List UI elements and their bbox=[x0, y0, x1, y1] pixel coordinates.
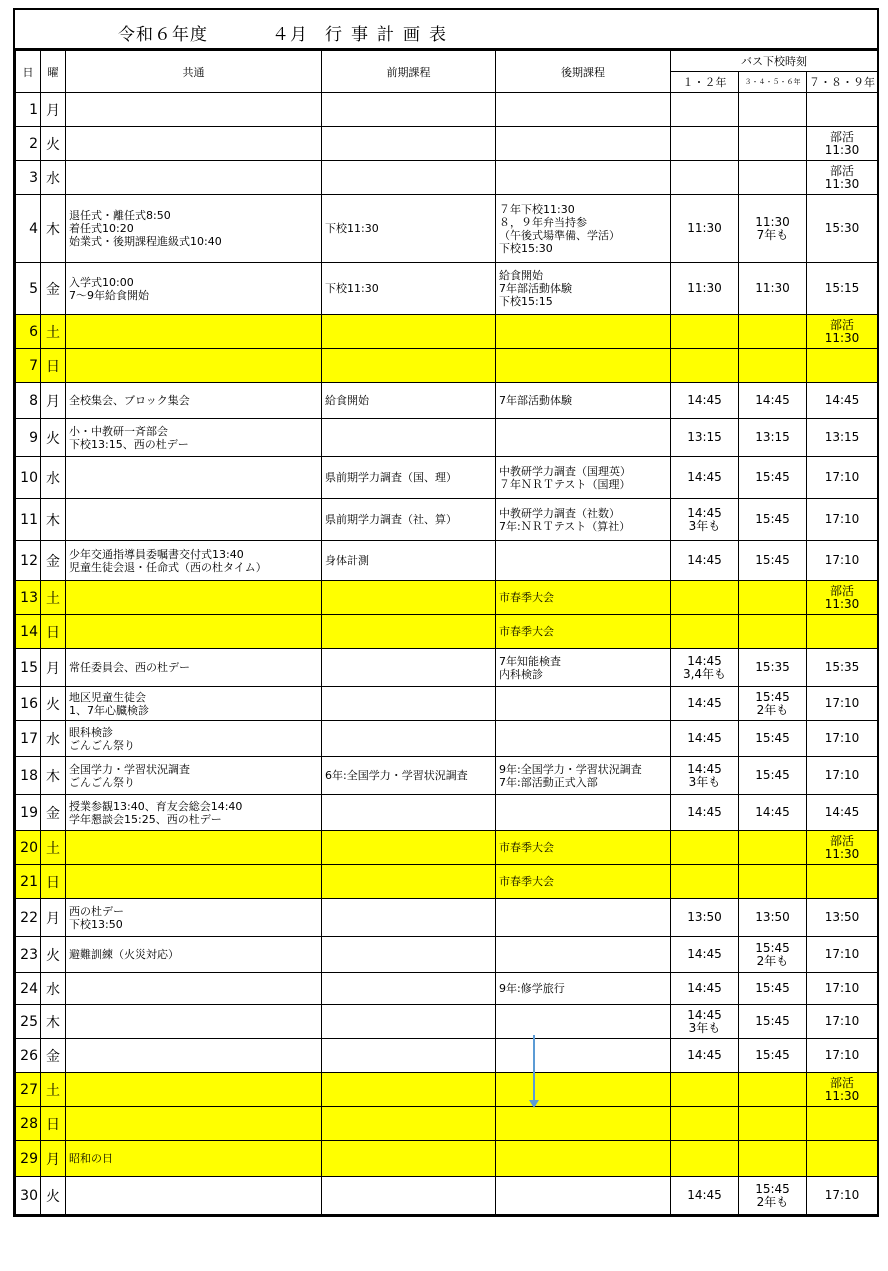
table-row bbox=[16, 1177, 878, 1215]
early-cell bbox=[322, 419, 496, 457]
early-cell bbox=[322, 93, 496, 127]
table-row bbox=[16, 1141, 878, 1177]
header-early: 前期課程 bbox=[322, 51, 496, 93]
bus-3456-cell: 15:35 bbox=[739, 649, 807, 687]
bus-789-cell: 17:10 bbox=[807, 499, 878, 541]
table-row bbox=[16, 687, 878, 721]
weekday-cell: 土 bbox=[41, 831, 66, 865]
common-cell: 全国学力・学習状況調査 ごんごん祭り bbox=[66, 757, 322, 795]
bus-789-cell: 17:10 bbox=[807, 1177, 878, 1215]
early-cell bbox=[322, 615, 496, 649]
bus-789-cell: 17:10 bbox=[807, 973, 878, 1005]
table-row bbox=[16, 315, 878, 349]
table-row bbox=[16, 93, 878, 127]
arrow-head-icon bbox=[529, 1100, 539, 1108]
late-cell: 7年部活動体験 bbox=[496, 383, 671, 419]
late-cell bbox=[496, 127, 671, 161]
bus-3456-cell bbox=[739, 161, 807, 195]
common-cell bbox=[66, 615, 322, 649]
late-cell bbox=[496, 93, 671, 127]
bus-789-cell: 17:10 bbox=[807, 757, 878, 795]
early-cell bbox=[322, 649, 496, 687]
table-row bbox=[16, 795, 878, 831]
late-cell: 中教研学力調査（社数） 7年:ＮＲＴテスト（算社） bbox=[496, 499, 671, 541]
bus-12-cell bbox=[671, 865, 739, 899]
weekday-cell: 火 bbox=[41, 1177, 66, 1215]
bus-3456-cell: 13:15 bbox=[739, 419, 807, 457]
common-cell: 昭和の日 bbox=[66, 1141, 322, 1177]
bus-789-cell: 13:15 bbox=[807, 419, 878, 457]
bus-3456-cell: 15:45 bbox=[739, 721, 807, 757]
late-cell bbox=[496, 1107, 671, 1141]
late-cell bbox=[496, 541, 671, 581]
bus-789-cell: 17:10 bbox=[807, 1005, 878, 1039]
day-cell: 13 bbox=[16, 581, 41, 615]
bus-3456-cell bbox=[739, 865, 807, 899]
late-cell bbox=[496, 795, 671, 831]
bus-12-cell bbox=[671, 581, 739, 615]
late-cell bbox=[496, 161, 671, 195]
bus-12-cell bbox=[671, 615, 739, 649]
early-cell bbox=[322, 1039, 496, 1073]
common-cell bbox=[66, 1039, 322, 1073]
late-cell bbox=[496, 721, 671, 757]
bus-3456-cell: 15:45 2年も bbox=[739, 1177, 807, 1215]
table-row bbox=[16, 831, 878, 865]
common-cell: 退任式・離任式8:50 着任式10:20 始業式・後期課程進級式10:40 bbox=[66, 195, 322, 263]
weekday-cell: 木 bbox=[41, 195, 66, 263]
day-cell: 26 bbox=[16, 1039, 41, 1073]
table-row bbox=[16, 541, 878, 581]
header-late: 後期課程 bbox=[496, 51, 671, 93]
table-row bbox=[16, 1039, 878, 1073]
bus-12-cell bbox=[671, 93, 739, 127]
early-cell: 身体計測 bbox=[322, 541, 496, 581]
late-cell: 市春季大会 bbox=[496, 831, 671, 865]
day-cell: 18 bbox=[16, 757, 41, 795]
common-cell bbox=[66, 93, 322, 127]
early-cell bbox=[322, 161, 496, 195]
header-weekday: 曜 bbox=[41, 51, 66, 93]
common-cell: 小・中教研一斉部会 下校13:15、西の杜デー bbox=[66, 419, 322, 457]
early-cell bbox=[322, 831, 496, 865]
bus-789-cell: 部活 11:30 bbox=[807, 161, 878, 195]
table-row bbox=[16, 973, 878, 1005]
day-cell: 28 bbox=[16, 1107, 41, 1141]
table-row bbox=[16, 1073, 878, 1107]
bus-3456-cell: 15:45 bbox=[739, 457, 807, 499]
weekday-cell: 火 bbox=[41, 937, 66, 973]
early-cell: 6年:全国学力・学習状況調査 bbox=[322, 757, 496, 795]
early-cell bbox=[322, 1073, 496, 1107]
bus-12-cell: 14:45 3年も bbox=[671, 1005, 739, 1039]
arrow-down-icon bbox=[533, 1035, 535, 1105]
common-cell bbox=[66, 457, 322, 499]
table-row bbox=[16, 263, 878, 315]
weekday-cell: 月 bbox=[41, 93, 66, 127]
early-cell bbox=[322, 1005, 496, 1039]
late-cell bbox=[496, 899, 671, 937]
bus-3456-cell: 15:45 bbox=[739, 499, 807, 541]
table-row bbox=[16, 349, 878, 383]
early-cell bbox=[322, 349, 496, 383]
weekday-cell: 金 bbox=[41, 263, 66, 315]
bus-789-cell: 17:10 bbox=[807, 721, 878, 757]
bus-789-cell: 部活 11:30 bbox=[807, 127, 878, 161]
bus-3456-cell: 15:45 bbox=[739, 757, 807, 795]
day-cell: 17 bbox=[16, 721, 41, 757]
header-bus-3456: ３・４・５・６年 bbox=[739, 72, 807, 93]
early-cell bbox=[322, 973, 496, 1005]
table-row bbox=[16, 937, 878, 973]
bus-3456-cell: 15:45 2年も bbox=[739, 687, 807, 721]
bus-12-cell: 14:45 bbox=[671, 1039, 739, 1073]
bus-3456-cell bbox=[739, 315, 807, 349]
day-cell: 24 bbox=[16, 973, 41, 1005]
weekday-cell: 水 bbox=[41, 721, 66, 757]
bus-789-cell: 17:10 bbox=[807, 457, 878, 499]
weekday-cell: 月 bbox=[41, 383, 66, 419]
bus-789-cell: 部活 11:30 bbox=[807, 1073, 878, 1107]
schedule-sheet bbox=[13, 8, 879, 1217]
early-cell: 下校11:30 bbox=[322, 263, 496, 315]
header-bus-12: １・２年 bbox=[671, 72, 739, 93]
bus-12-cell: 13:50 bbox=[671, 899, 739, 937]
header-common: 共通 bbox=[66, 51, 322, 93]
bus-12-cell: 11:30 bbox=[671, 263, 739, 315]
day-cell: 1 bbox=[16, 93, 41, 127]
early-cell bbox=[322, 937, 496, 973]
weekday-cell: 土 bbox=[41, 1073, 66, 1107]
header-bus: バス下校時刻 bbox=[671, 51, 878, 72]
early-cell bbox=[322, 795, 496, 831]
late-cell: 中教研学力調査（国理英） ７年ＮＲＴテスト（国理） bbox=[496, 457, 671, 499]
weekday-cell: 木 bbox=[41, 757, 66, 795]
table-row bbox=[16, 757, 878, 795]
bus-12-cell: 14:45 bbox=[671, 973, 739, 1005]
bus-3456-cell bbox=[739, 349, 807, 383]
weekday-cell: 金 bbox=[41, 541, 66, 581]
day-cell: 30 bbox=[16, 1177, 41, 1215]
bus-789-cell bbox=[807, 1141, 878, 1177]
bus-789-cell bbox=[807, 615, 878, 649]
weekday-cell: 土 bbox=[41, 315, 66, 349]
bus-789-cell: 17:10 bbox=[807, 541, 878, 581]
day-cell: 7 bbox=[16, 349, 41, 383]
bus-12-cell bbox=[671, 315, 739, 349]
late-cell bbox=[496, 1005, 671, 1039]
bus-3456-cell bbox=[739, 1073, 807, 1107]
weekday-cell: 火 bbox=[41, 687, 66, 721]
bus-3456-cell bbox=[739, 615, 807, 649]
late-cell bbox=[496, 1039, 671, 1073]
day-cell: 23 bbox=[16, 937, 41, 973]
bus-789-cell bbox=[807, 865, 878, 899]
bus-789-cell: 17:10 bbox=[807, 937, 878, 973]
weekday-cell: 水 bbox=[41, 973, 66, 1005]
common-cell bbox=[66, 161, 322, 195]
common-cell bbox=[66, 1107, 322, 1141]
bus-3456-cell bbox=[739, 831, 807, 865]
table-row bbox=[16, 899, 878, 937]
title-bar bbox=[15, 10, 877, 50]
bus-3456-cell: 15:45 bbox=[739, 1005, 807, 1039]
bus-12-cell bbox=[671, 1141, 739, 1177]
bus-12-cell bbox=[671, 349, 739, 383]
weekday-cell: 木 bbox=[41, 1005, 66, 1039]
bus-3456-cell: 14:45 bbox=[739, 795, 807, 831]
day-cell: 16 bbox=[16, 687, 41, 721]
bus-12-cell: 14:45 3年も bbox=[671, 499, 739, 541]
table-row bbox=[16, 615, 878, 649]
bus-789-cell: 13:50 bbox=[807, 899, 878, 937]
weekday-cell: 日 bbox=[41, 615, 66, 649]
day-cell: 5 bbox=[16, 263, 41, 315]
common-cell bbox=[66, 315, 322, 349]
late-cell: 市春季大会 bbox=[496, 615, 671, 649]
bus-12-cell: 14:45 bbox=[671, 937, 739, 973]
bus-789-cell bbox=[807, 349, 878, 383]
weekday-cell: 金 bbox=[41, 795, 66, 831]
bus-12-cell: 14:45 bbox=[671, 383, 739, 419]
weekday-cell: 月 bbox=[41, 649, 66, 687]
common-cell bbox=[66, 831, 322, 865]
table-row bbox=[16, 419, 878, 457]
bus-12-cell: 11:30 bbox=[671, 195, 739, 263]
common-cell bbox=[66, 1073, 322, 1107]
day-cell: 2 bbox=[16, 127, 41, 161]
late-cell: 給食開始 7年部活動体験 下校15:15 bbox=[496, 263, 671, 315]
day-cell: 12 bbox=[16, 541, 41, 581]
early-cell bbox=[322, 1107, 496, 1141]
late-cell: 7年知能検査 内科検診 bbox=[496, 649, 671, 687]
title-month: ４月 bbox=[272, 25, 308, 45]
table-row bbox=[16, 161, 878, 195]
bus-12-cell bbox=[671, 831, 739, 865]
bus-12-cell: 14:45 bbox=[671, 687, 739, 721]
early-cell bbox=[322, 315, 496, 349]
common-cell bbox=[66, 499, 322, 541]
weekday-cell: 水 bbox=[41, 457, 66, 499]
bus-12-cell: 13:15 bbox=[671, 419, 739, 457]
title-name: 行事計画表 bbox=[325, 25, 455, 45]
bus-3456-cell: 15:45 bbox=[739, 541, 807, 581]
weekday-cell: 木 bbox=[41, 499, 66, 541]
table-row bbox=[16, 865, 878, 899]
bus-789-cell: 部活 11:30 bbox=[807, 315, 878, 349]
day-cell: 4 bbox=[16, 195, 41, 263]
common-cell: 全校集会、ブロック集会 bbox=[66, 383, 322, 419]
bus-12-cell: 14:45 bbox=[671, 795, 739, 831]
early-cell bbox=[322, 1177, 496, 1215]
bus-12-cell: 14:45 bbox=[671, 541, 739, 581]
weekday-cell: 水 bbox=[41, 161, 66, 195]
late-cell: 9年:修学旅行 bbox=[496, 973, 671, 1005]
bus-3456-cell: 13:50 bbox=[739, 899, 807, 937]
bus-789-cell: 15:35 bbox=[807, 649, 878, 687]
early-cell bbox=[322, 127, 496, 161]
weekday-cell: 金 bbox=[41, 1039, 66, 1073]
bus-12-cell: 14:45 3年も bbox=[671, 757, 739, 795]
bus-12-cell bbox=[671, 161, 739, 195]
table-row bbox=[16, 457, 878, 499]
weekday-cell: 月 bbox=[41, 1141, 66, 1177]
bus-12-cell: 14:45 bbox=[671, 721, 739, 757]
early-cell bbox=[322, 865, 496, 899]
common-cell: 西の杜デー 下校13:50 bbox=[66, 899, 322, 937]
bus-12-cell bbox=[671, 1073, 739, 1107]
early-cell: 県前期学力調査（社、算） bbox=[322, 499, 496, 541]
day-cell: 6 bbox=[16, 315, 41, 349]
bus-789-cell: 部活 11:30 bbox=[807, 831, 878, 865]
bus-12-cell bbox=[671, 127, 739, 161]
day-cell: 29 bbox=[16, 1141, 41, 1177]
bus-3456-cell: 11:30 7年も bbox=[739, 195, 807, 263]
bus-3456-cell bbox=[739, 93, 807, 127]
bus-12-cell: 14:45 3,4年も bbox=[671, 649, 739, 687]
common-cell bbox=[66, 865, 322, 899]
common-cell: 眼科検診 ごんごん祭り bbox=[66, 721, 322, 757]
bus-789-cell: 14:45 bbox=[807, 795, 878, 831]
late-cell: 9年:全国学力・学習状況調査 7年:部活動正式入部 bbox=[496, 757, 671, 795]
common-cell: 常任委員会、西の杜デー bbox=[66, 649, 322, 687]
schedule-table bbox=[15, 50, 878, 1215]
late-cell: 市春季大会 bbox=[496, 581, 671, 615]
common-cell: 地区児童生徒会 1、7年心臓検診 bbox=[66, 687, 322, 721]
common-cell bbox=[66, 973, 322, 1005]
bus-789-cell: 14:45 bbox=[807, 383, 878, 419]
late-cell bbox=[496, 937, 671, 973]
late-cell bbox=[496, 687, 671, 721]
early-cell: 給食開始 bbox=[322, 383, 496, 419]
late-cell bbox=[496, 1177, 671, 1215]
day-cell: 22 bbox=[16, 899, 41, 937]
table-row bbox=[16, 195, 878, 263]
table-row bbox=[16, 1005, 878, 1039]
table-row bbox=[16, 127, 878, 161]
schedule-rows bbox=[16, 93, 878, 1215]
common-cell: 避難訓練（火災対応） bbox=[66, 937, 322, 973]
weekday-cell: 日 bbox=[41, 1107, 66, 1141]
early-cell bbox=[322, 1141, 496, 1177]
weekday-cell: 火 bbox=[41, 419, 66, 457]
day-cell: 27 bbox=[16, 1073, 41, 1107]
table-row bbox=[16, 383, 878, 419]
bus-12-cell bbox=[671, 1107, 739, 1141]
early-cell bbox=[322, 581, 496, 615]
early-cell: 下校11:30 bbox=[322, 195, 496, 263]
day-cell: 11 bbox=[16, 499, 41, 541]
late-cell bbox=[496, 349, 671, 383]
bus-3456-cell: 15:45 2年も bbox=[739, 937, 807, 973]
early-cell bbox=[322, 721, 496, 757]
title-year: 令和６年度 bbox=[118, 25, 208, 45]
day-cell: 8 bbox=[16, 383, 41, 419]
bus-789-cell: 15:30 bbox=[807, 195, 878, 263]
late-cell bbox=[496, 315, 671, 349]
early-cell bbox=[322, 687, 496, 721]
header-day: 日 bbox=[16, 51, 41, 93]
day-cell: 25 bbox=[16, 1005, 41, 1039]
early-cell: 県前期学力調査（国、理） bbox=[322, 457, 496, 499]
header-bus-789: ７・８・９年 bbox=[807, 72, 878, 93]
bus-3456-cell: 14:45 bbox=[739, 383, 807, 419]
day-cell: 19 bbox=[16, 795, 41, 831]
table-row bbox=[16, 581, 878, 615]
weekday-cell: 土 bbox=[41, 581, 66, 615]
weekday-cell: 日 bbox=[41, 865, 66, 899]
table-row bbox=[16, 1107, 878, 1141]
table-row bbox=[16, 649, 878, 687]
late-cell bbox=[496, 419, 671, 457]
day-cell: 20 bbox=[16, 831, 41, 865]
common-cell bbox=[66, 349, 322, 383]
common-cell: 授業参観13:40、育友会総会14:40 学年懇談会15:25、西の杜デー bbox=[66, 795, 322, 831]
common-cell: 入学式10:00 7～9年給食開始 bbox=[66, 263, 322, 315]
day-cell: 3 bbox=[16, 161, 41, 195]
bus-12-cell: 14:45 bbox=[671, 1177, 739, 1215]
day-cell: 10 bbox=[16, 457, 41, 499]
bus-3456-cell: 15:45 bbox=[739, 973, 807, 1005]
weekday-cell: 月 bbox=[41, 899, 66, 937]
common-cell bbox=[66, 581, 322, 615]
bus-3456-cell bbox=[739, 581, 807, 615]
bus-3456-cell bbox=[739, 127, 807, 161]
day-cell: 21 bbox=[16, 865, 41, 899]
common-cell bbox=[66, 1005, 322, 1039]
bus-789-cell bbox=[807, 93, 878, 127]
day-cell: 15 bbox=[16, 649, 41, 687]
bus-3456-cell: 15:45 bbox=[739, 1039, 807, 1073]
bus-3456-cell bbox=[739, 1141, 807, 1177]
common-cell bbox=[66, 127, 322, 161]
bus-789-cell: 部活 11:30 bbox=[807, 581, 878, 615]
bus-789-cell: 17:10 bbox=[807, 1039, 878, 1073]
bus-789-cell bbox=[807, 1107, 878, 1141]
bus-789-cell: 15:15 bbox=[807, 263, 878, 315]
bus-3456-cell bbox=[739, 1107, 807, 1141]
late-cell bbox=[496, 1073, 671, 1107]
table-row bbox=[16, 721, 878, 757]
bus-3456-cell: 11:30 bbox=[739, 263, 807, 315]
late-cell: ７年下校11:30 ８，９年弁当持参 （午後式場準備、学活） 下校15:30 bbox=[496, 195, 671, 263]
common-cell bbox=[66, 1177, 322, 1215]
early-cell bbox=[322, 899, 496, 937]
late-cell bbox=[496, 1141, 671, 1177]
table-row bbox=[16, 499, 878, 541]
day-cell: 14 bbox=[16, 615, 41, 649]
weekday-cell: 日 bbox=[41, 349, 66, 383]
day-cell: 9 bbox=[16, 419, 41, 457]
bus-12-cell: 14:45 bbox=[671, 457, 739, 499]
common-cell: 少年交通指導員委嘱書交付式13:40 児童生徒会退・任命式（西の杜タイム） bbox=[66, 541, 322, 581]
bus-789-cell: 17:10 bbox=[807, 687, 878, 721]
weekday-cell: 火 bbox=[41, 127, 66, 161]
late-cell: 市春季大会 bbox=[496, 865, 671, 899]
